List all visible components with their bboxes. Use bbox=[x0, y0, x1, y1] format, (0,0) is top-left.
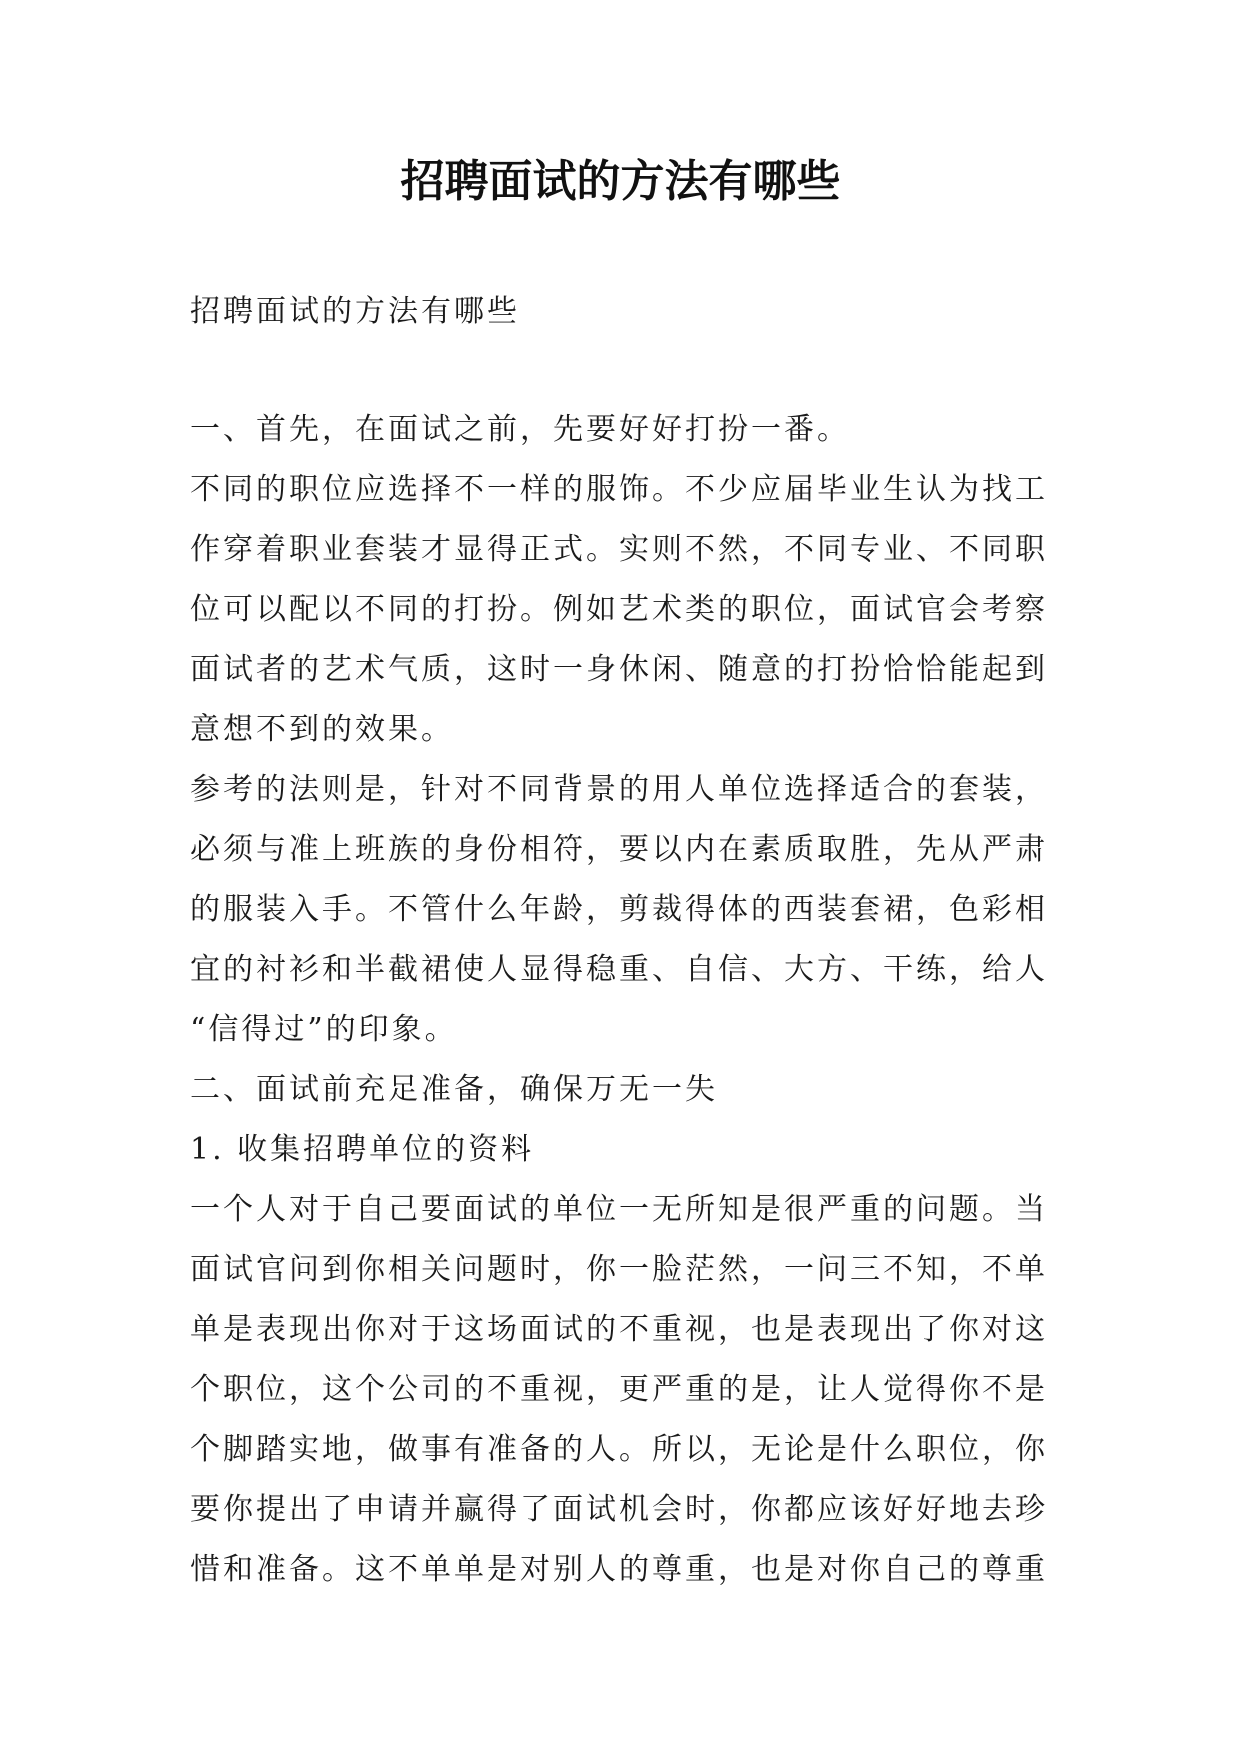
body-line: 要你提出了申请并赢得了面试机会时，你都应该好好地去珍 bbox=[190, 1492, 1048, 1527]
body-line: 个脚踏实地，做事有准备的人。所以，无论是什么职位，你 bbox=[190, 1432, 1048, 1467]
body-line: 面试者的艺术气质，这时一身休闲、随意的打扮恰恰能起到 bbox=[190, 652, 1048, 687]
body-line: 参考的法则是，针对不同背景的用人单位选择适合的套装， bbox=[190, 772, 1048, 807]
section-heading-1: 一、首先，在面试之前，先要好好打扮一番。 bbox=[190, 412, 850, 447]
section-heading-2: 二、面试前充足准备，确保万无一失 bbox=[190, 1072, 718, 1107]
subsection-heading: 1. 收集招聘单位的资料 bbox=[190, 1132, 535, 1167]
body-line: 个职位，这个公司的不重视，更严重的是，让人觉得你不是 bbox=[190, 1372, 1048, 1407]
body-line: 惜和准备。这不单单是对别人的尊重，也是对你自己的尊重 bbox=[190, 1552, 1048, 1587]
document-title: 招聘面试的方法有哪些 bbox=[400, 156, 841, 207]
body-line: “信得过”的印象。 bbox=[190, 1012, 458, 1047]
body-line: 必须与准上班族的身份相符，要以内在素质取胜，先从严肃 bbox=[190, 832, 1048, 867]
paragraph-gap bbox=[190, 342, 1060, 400]
body-line: 的服装入手。不管什么年龄，剪裁得体的西装套裙，色彩相 bbox=[190, 892, 1048, 927]
body-line: 一个人对于自己要面试的单位一无所知是很严重的问题。当 bbox=[190, 1192, 1048, 1227]
body-line: 作穿着职业套装才显得正式。实则不然，不同专业、不同职 bbox=[190, 532, 1048, 567]
body-line: 单是表现出你对于这场面试的不重视，也是表现出了你对这 bbox=[190, 1312, 1048, 1347]
body-line: 意想不到的效果。 bbox=[190, 712, 454, 747]
body-line: 不同的职位应选择不一样的服饰。不少应届毕业生认为找工 bbox=[190, 472, 1048, 507]
body-line: 宜的衬衫和半截裙使人显得稳重、自信、大方、干练，给人 bbox=[190, 952, 1048, 987]
subtitle-line: 招聘面试的方法有哪些 bbox=[190, 294, 520, 329]
body-line: 面试官问到你相关问题时，你一脸茫然，一问三不知，不单 bbox=[190, 1252, 1048, 1287]
document-body bbox=[190, 282, 1060, 1600]
body-line: 位可以配以不同的打扮。例如艺术类的职位，面试官会考察 bbox=[190, 592, 1048, 627]
